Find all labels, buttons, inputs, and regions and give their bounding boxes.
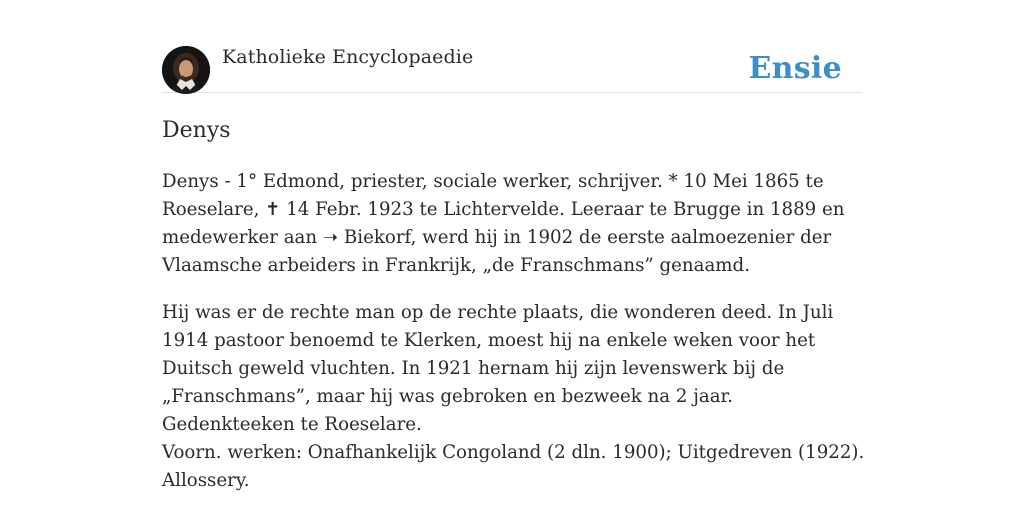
site-header — [162, 0, 862, 93]
article-paragraph: Hij was er de rechte man op de rechte plaats, die wonderen deed. In Juli 1914 pastoor benoemd te Klerken, moest hij na enkele weken voor het Duitsch geweld vluchten. In 1921 hernam hij zijn levenswerk bij de „Franschmans”, maar hij was gebroken en bezweek na 2 jaar. Gedenkteeken te Roeselare. — [162, 302, 834, 435]
brand-logo[interactable]: Ensie — [748, 51, 842, 86]
article-paragraph: Voorn. werken: Onafhankelijk Congoland (2 dln. 1900); Uitgedreven (1922). Allossery. — [162, 442, 865, 491]
page-title: Denys — [162, 118, 231, 143]
site-name[interactable]: Katholieke Encyclopaedie — [222, 46, 474, 68]
portrait-avatar-icon — [162, 46, 210, 94]
article-paragraph: Denys - 1° Edmond, priester, sociale werker, schrijver. * 10 Mei 1865 te Roeselare, ✝ 14 Febr. 1923 te Lichtervelde. Leeraar te Brugge in 1889 en medewerker aan ➝ Biekorf, werd hij in 1902 de eerste aalmoezenier der Vlaamsche arbeiders in Frankrijk, „de Franschmans” genaamd. — [162, 171, 845, 276]
avatar[interactable] — [162, 46, 210, 94]
page-container — [162, 0, 865, 491]
